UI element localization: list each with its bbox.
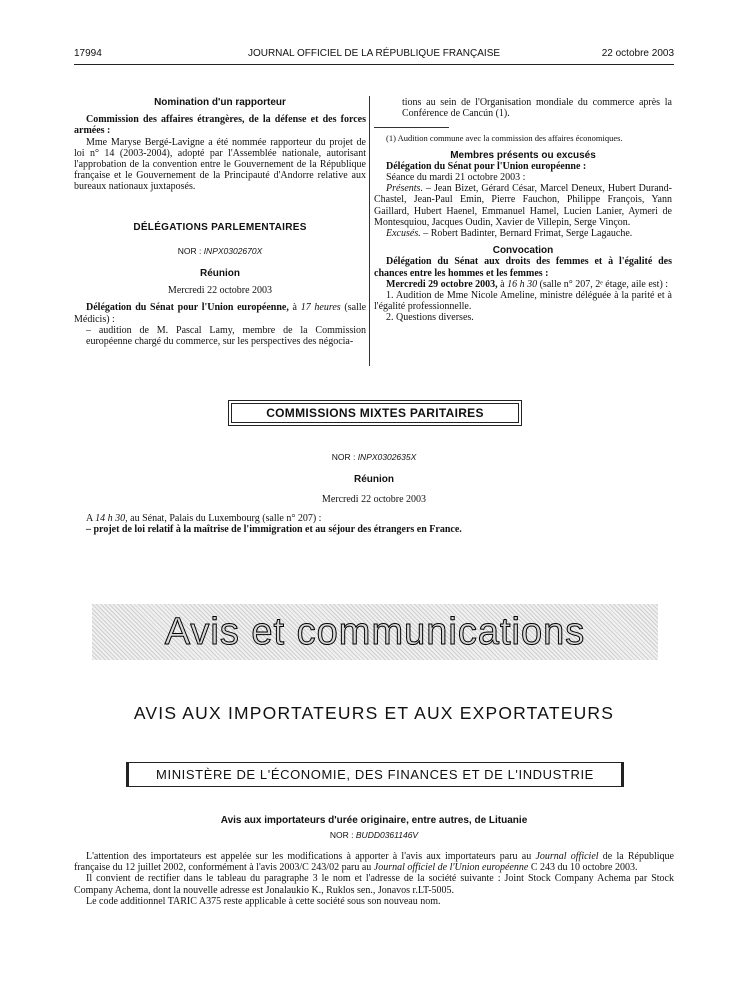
nomination-title: Nomination d'un rapporteur (154, 97, 286, 108)
avis-p1-c: C 243 du 10 octobre 2003. (530, 862, 638, 874)
membres-presents (374, 183, 672, 228)
avis-title: Avis aux importateurs d'urée originaire, entre autres, de Lituanie (220, 815, 528, 826)
excuses-label: Excusés. (386, 228, 421, 240)
cmp-nor-label: NOR : (331, 452, 356, 462)
column-divider (369, 96, 370, 366)
delegations-nor (74, 246, 366, 257)
convocation-title: Convocation (492, 245, 554, 257)
page-number: 17994 (74, 48, 102, 59)
avis-p1-b: de la République française du 12 juillet 2002, conformément à l'avis 2003/C 243/02 paru au (74, 851, 674, 874)
convocation-time: 16 h 30 (507, 278, 538, 290)
membres-title: Membres présents ou excusés (450, 149, 596, 161)
cmp-title-box (228, 400, 522, 426)
ministry-title: MINISTÈRE DE L'ÉCONOMIE, DES FINANCES ET DE L'INDUSTRIE (156, 767, 594, 782)
membres-excuses (374, 228, 672, 239)
convocation-date: Mercredi 29 octobre 2003, (386, 278, 498, 290)
avis-p1-jo1: Journal officiel (535, 851, 599, 862)
nomination-text: Mme Maryse Bergé-Lavigne a été nommée rapporteur du projet de loi n° 14 (2003-2004), adopté par l'Assemblée nationale, autorisant l'approbation de la convention entre le Gouvernement de la République française et le Gouvernement de la Principauté d'Andorre relative aux bureaux nationaux juxtaposés. (74, 136, 366, 193)
cmp-line-1-rest: au Sénat, Palais du Luxembourg (salle n° 207) : (130, 513, 322, 524)
cmp-nor (74, 452, 674, 462)
delegation-name: Délégation du Sénat pour l'Union européenne, (86, 302, 289, 314)
time-prefix: à (292, 302, 297, 314)
banner-title-text: Avis et communications (164, 610, 586, 653)
cmp-line-1-time: 14 h 30, (95, 513, 128, 524)
convocation-delegation: Délégation du Sénat aux droits des femmes et à l'égalité des chances entre les hommes et les femmes : (374, 256, 672, 279)
cmp-line-2: – projet de loi relatif à la maîtrise de l'immigration et au séjour des étrangers en France. (86, 524, 462, 536)
membres-delegation: Délégation du Sénat pour l'Union européenne : (386, 160, 587, 172)
nomination-commission: Commission des affaires étrangères, de la défense et des forces armées : (74, 114, 366, 137)
avis-header (74, 815, 674, 840)
avis-body (74, 851, 674, 907)
avis-paragraph-3: Le code additionnel TARIC A375 reste applicable à cette société sous son nouveau nom. (86, 895, 441, 907)
cmp-body (86, 513, 674, 535)
convocation-room: (salle n° 207, 2ᵉ étage, aile est) : (539, 278, 669, 290)
delegations-title: DÉLÉGATIONS PARLEMENTAIRES (133, 221, 307, 233)
convocation-item-2: 2. Questions diverses. (386, 312, 474, 324)
footnote-rule (374, 127, 449, 128)
avis-p1-a: L'attention des importateurs est appelée sur les modifications à apporter à l'avis aux importateurs paru au (86, 851, 532, 862)
delegation-item: – audition de M. Pascal Lamy, membre de la Commission européenne chargé du commerce, sur les perspectives des négocia- (86, 324, 366, 348)
delegation-room: (salle Médicis) : (74, 302, 367, 325)
cmp-date: Mercredi 22 octobre 2003 (321, 494, 427, 505)
reunion-date: Mercredi 22 octobre 2003 (167, 285, 273, 297)
avis-paragraph-2: Il convient de rectifier dans le tableau du paragraphe 3 le nom et l'adresse de la société suivante : Joint Stock Company Achema par Stock Company Achema, dont la nouvelle adresse est Jonalaukio K., Ruklos sen., Jonavos r.LT-5005. (74, 873, 674, 896)
header-date: 22 octobre 2003 (601, 48, 674, 59)
excuses-list: – Robert Badinter, Bernard Frimat, Serge Lagauche. (423, 228, 633, 240)
avis-nor (74, 830, 674, 840)
reunion-heading: Réunion (200, 268, 240, 280)
presents-label: Présents. (386, 183, 423, 195)
convocation-date-line (374, 279, 672, 290)
delegation-line (74, 302, 366, 324)
cmp-line-1 (86, 513, 674, 524)
convocation-item-1: 1. Audition de Mme Nicole Ameline, ministre déléguée à la parité et à l'égalité professionnelle. (374, 290, 672, 313)
avis-p1-jo2: Journal officiel de l'Union européenne (373, 862, 529, 874)
footnote: (1) Audition commune avec la commission des affaires économiques. (386, 133, 623, 144)
right-column (374, 97, 672, 324)
banner-title (92, 604, 658, 660)
avis-nor-label: NOR : (329, 830, 354, 840)
page-header (74, 48, 674, 64)
cmp-nor-code: INPX0302635X (357, 452, 417, 462)
nor-label: NOR : (177, 245, 202, 256)
nor-code: INPX0302670X (203, 245, 263, 256)
left-column (74, 97, 366, 347)
cmp-reunion: Réunion (354, 474, 394, 485)
presents-list: – Jean Bizet, Gérard César, Marcel Deneux, Hubert Durand-Chastel, Jean-Paul Emin, Pierre Fauchon, Philippe François, Yann Gaillard, Hubert Haenel, Emmanuel Hamel, Lucien Lanier, Aymeri de Montesquiou, Jacques Oudin, Xavier de Villepin, Serge Vinçon. (374, 183, 672, 228)
avis-nor-code: BUDD0361146V (355, 830, 419, 840)
cmp-line-1-prefix: A (86, 513, 93, 524)
delegation-time: 17 heures (300, 302, 341, 314)
convocation-time-prefix: à (500, 278, 505, 290)
ministry-box (126, 762, 624, 787)
cmp-title: COMMISSIONS MIXTES PARITAIRES (231, 403, 519, 423)
journal-title: JOURNAL OFFICIEL DE LA RÉPUBLIQUE FRANÇAISE (247, 48, 501, 59)
continuation-text: tions au sein de l'Organisation mondiale du commerce après la Conférence de Cancún (1). (402, 97, 672, 120)
section-title: AVIS AUX IMPORTATEURS ET AUX EXPORTATEURS (133, 703, 615, 723)
header-rule (74, 64, 674, 65)
avis-paragraph-1 (74, 851, 674, 873)
membres-seance: Séance du mardi 21 octobre 2003 : (386, 172, 526, 184)
